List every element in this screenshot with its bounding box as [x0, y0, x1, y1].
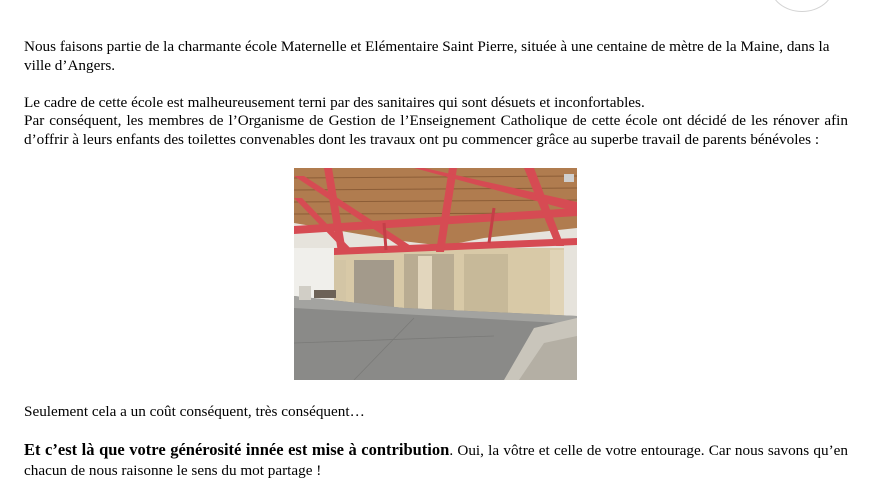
- cost-paragraph: Seulement cela a un coût conséquent, très conséquent…: [24, 403, 365, 420]
- header-circle-decoration: [770, 0, 834, 12]
- renovation-photo-illustration: [294, 168, 577, 380]
- project-paragraph: Par conséquent, les membres de l’Organisme de Gestion de l’Enseignement Catholique de cette école ont décidé de les rénover afin d’offrir à leurs enfants des toilettes convenables dont les travaux ont pu commencer grâce au superbe travail de parents bénévoles :: [24, 112, 848, 148]
- context-paragraph: Le cadre de cette école est malheureusement terni par des sanitaires qui sont désuets et inconfortables.: [24, 94, 645, 111]
- call-to-action-rest: . Oui, la vôtre et celle de votre entourage. Car nous savons qu’en chacun de nous raisonne le sens du mot partage !: [24, 442, 848, 479]
- call-to-action-paragraph: [24, 440, 848, 481]
- renovation-photo: [294, 168, 577, 380]
- call-to-action-lead: Et c’est là que votre générosité innée est mise à contribution: [24, 440, 450, 459]
- intro-paragraph: Nous faisons partie de la charmante école Maternelle et Elémentaire Saint Pierre, située à une centaine de mètre de la Maine, dans la ville d’Angers.: [24, 38, 830, 74]
